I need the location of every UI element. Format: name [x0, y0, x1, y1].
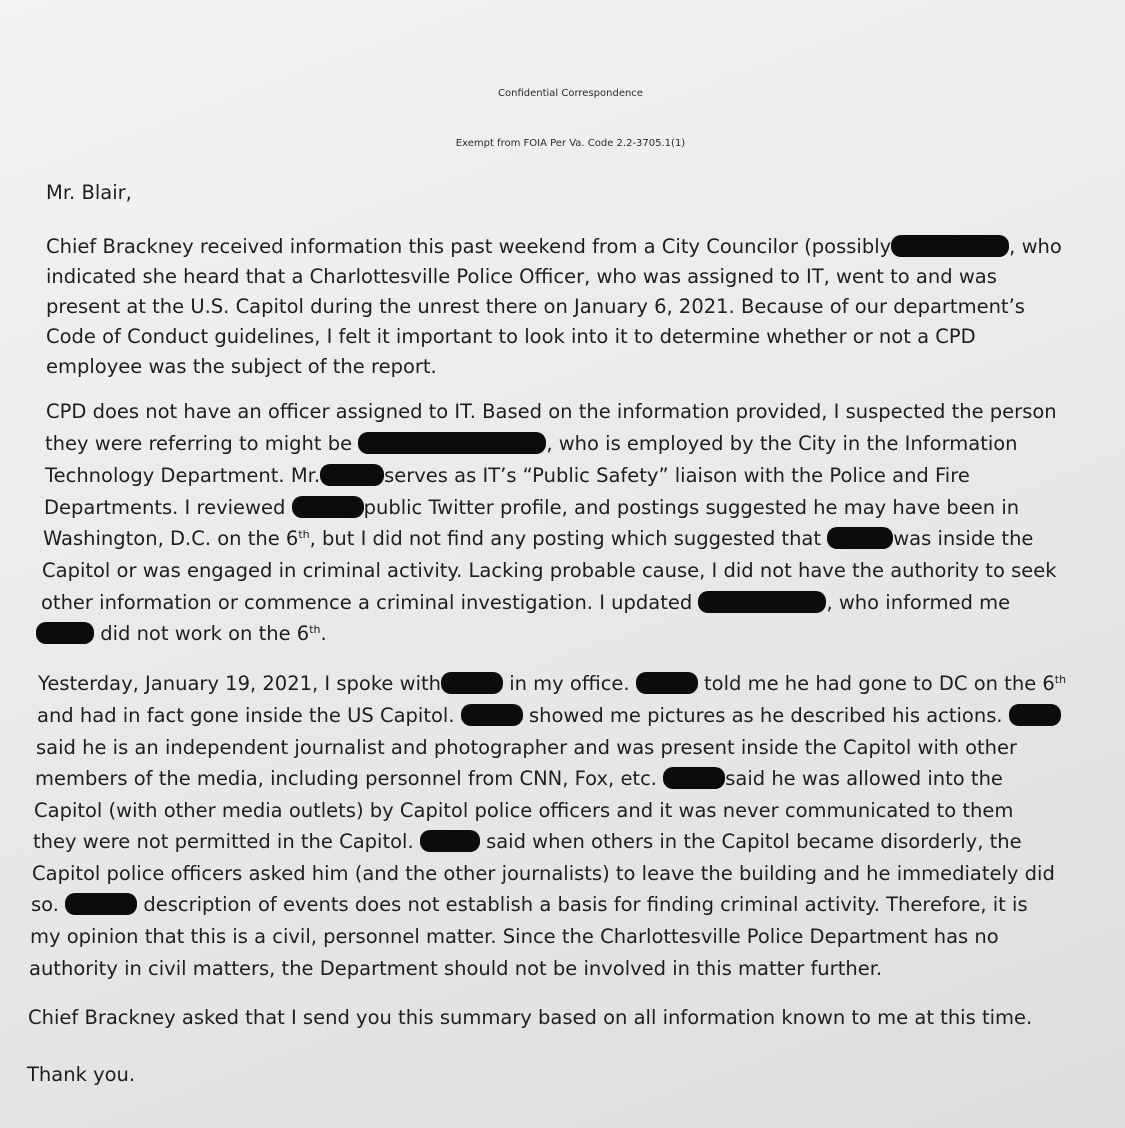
redaction-mark	[827, 527, 893, 549]
text-line: indicated she heard that a Charlottesville Police Officer, who was assigned to IT, went to and was	[46, 265, 997, 288]
text-line: Departments. I reviewed public Twitter profile, and postings suggested he may have been in	[44, 496, 1020, 519]
text-line: authority in civil matters, the Department should not be involved in this matter further.	[29, 957, 883, 980]
text-line: said he is an independent journalist and photographer and was present inside the Capitol with other	[36, 736, 1018, 759]
text-line: and had in fact gone inside the US Capitol. showed me pictures as he described his actions.	[37, 704, 1061, 728]
redaction-mark	[358, 432, 546, 454]
foia-exemption-line: Exempt from FOIA Per Va. Code 2.2-3705.1(1)	[455, 138, 686, 149]
text-line: Capitol police officers asked him (and the other journalists) to leave the building and he immediately did	[32, 862, 1055, 885]
text-line: they were referring to might be , who is employed by the City in the Information	[45, 432, 1018, 455]
text-line: Technology Department. Mr. serves as IT’s “Public Safety” liaison with the Police and Fire	[45, 464, 970, 487]
text-line: Capitol (with other media outlets) by Capitol police officers and it was never communicated to them	[34, 799, 1014, 822]
text-line: CPD does not have an officer assigned to IT. Based on the information provided, I suspected the person	[46, 400, 1057, 423]
redaction-mark	[320, 464, 384, 486]
redaction-mark	[36, 622, 94, 644]
text-line: members of the media, including personnel from CNN, Fox, etc. said he was allowed into the	[35, 767, 1003, 790]
text-line: present at the U.S. Capitol during the unrest there on January 6, 2021. Because of our department’s	[46, 295, 1025, 318]
redaction-mark	[292, 496, 364, 518]
redaction-mark	[891, 235, 1009, 257]
paragraph-4: Chief Brackney asked that I send you this summary based on all information known to me at this time.	[28, 1006, 1033, 1029]
redaction-mark	[698, 591, 826, 613]
redaction-mark	[441, 672, 503, 694]
document-title: Confidential Correspondence	[498, 88, 643, 99]
closing: Thank you.	[27, 1063, 136, 1086]
text-line: employee was the subject of the report.	[46, 355, 437, 378]
text-line: they were not permitted in the Capitol. said when others in the Capitol became disorderly, the	[33, 830, 1022, 853]
text-line: Yesterday, January 19, 2021, I spoke with in my office. told me he had gone to DC on the 6th	[38, 672, 1067, 695]
redaction-mark	[461, 704, 523, 726]
text-line: Code of Conduct guidelines, I felt it important to look into it to determine whether or not a CPD	[46, 325, 976, 348]
text-line: Chief Brackney received information this past weekend from a City Councilor (possibly , who	[46, 235, 1062, 258]
redaction-mark	[1009, 704, 1061, 726]
text-line: did not work on the 6th.	[36, 622, 327, 646]
text-line: so. description of events does not establish a basis for finding criminal activity. Therefore, it is	[31, 893, 1028, 916]
redaction-mark	[420, 830, 480, 852]
text-line: Washington, D.C. on the 6th, but I did not find any posting which suggested that was inside the	[43, 527, 1034, 550]
redaction-mark	[636, 672, 698, 694]
redaction-mark	[65, 893, 137, 915]
text-line: other information or commence a criminal investigation. I updated , who informed me	[41, 591, 1011, 614]
salutation: Mr. Blair,	[46, 181, 132, 204]
redaction-mark	[663, 767, 725, 789]
text-line: Capitol or was engaged in criminal activity. Lacking probable cause, I did not have the authority to seek	[42, 559, 1057, 582]
text-line: my opinion that this is a civil, personnel matter. Since the Charlottesville Police Department has no	[30, 925, 999, 948]
